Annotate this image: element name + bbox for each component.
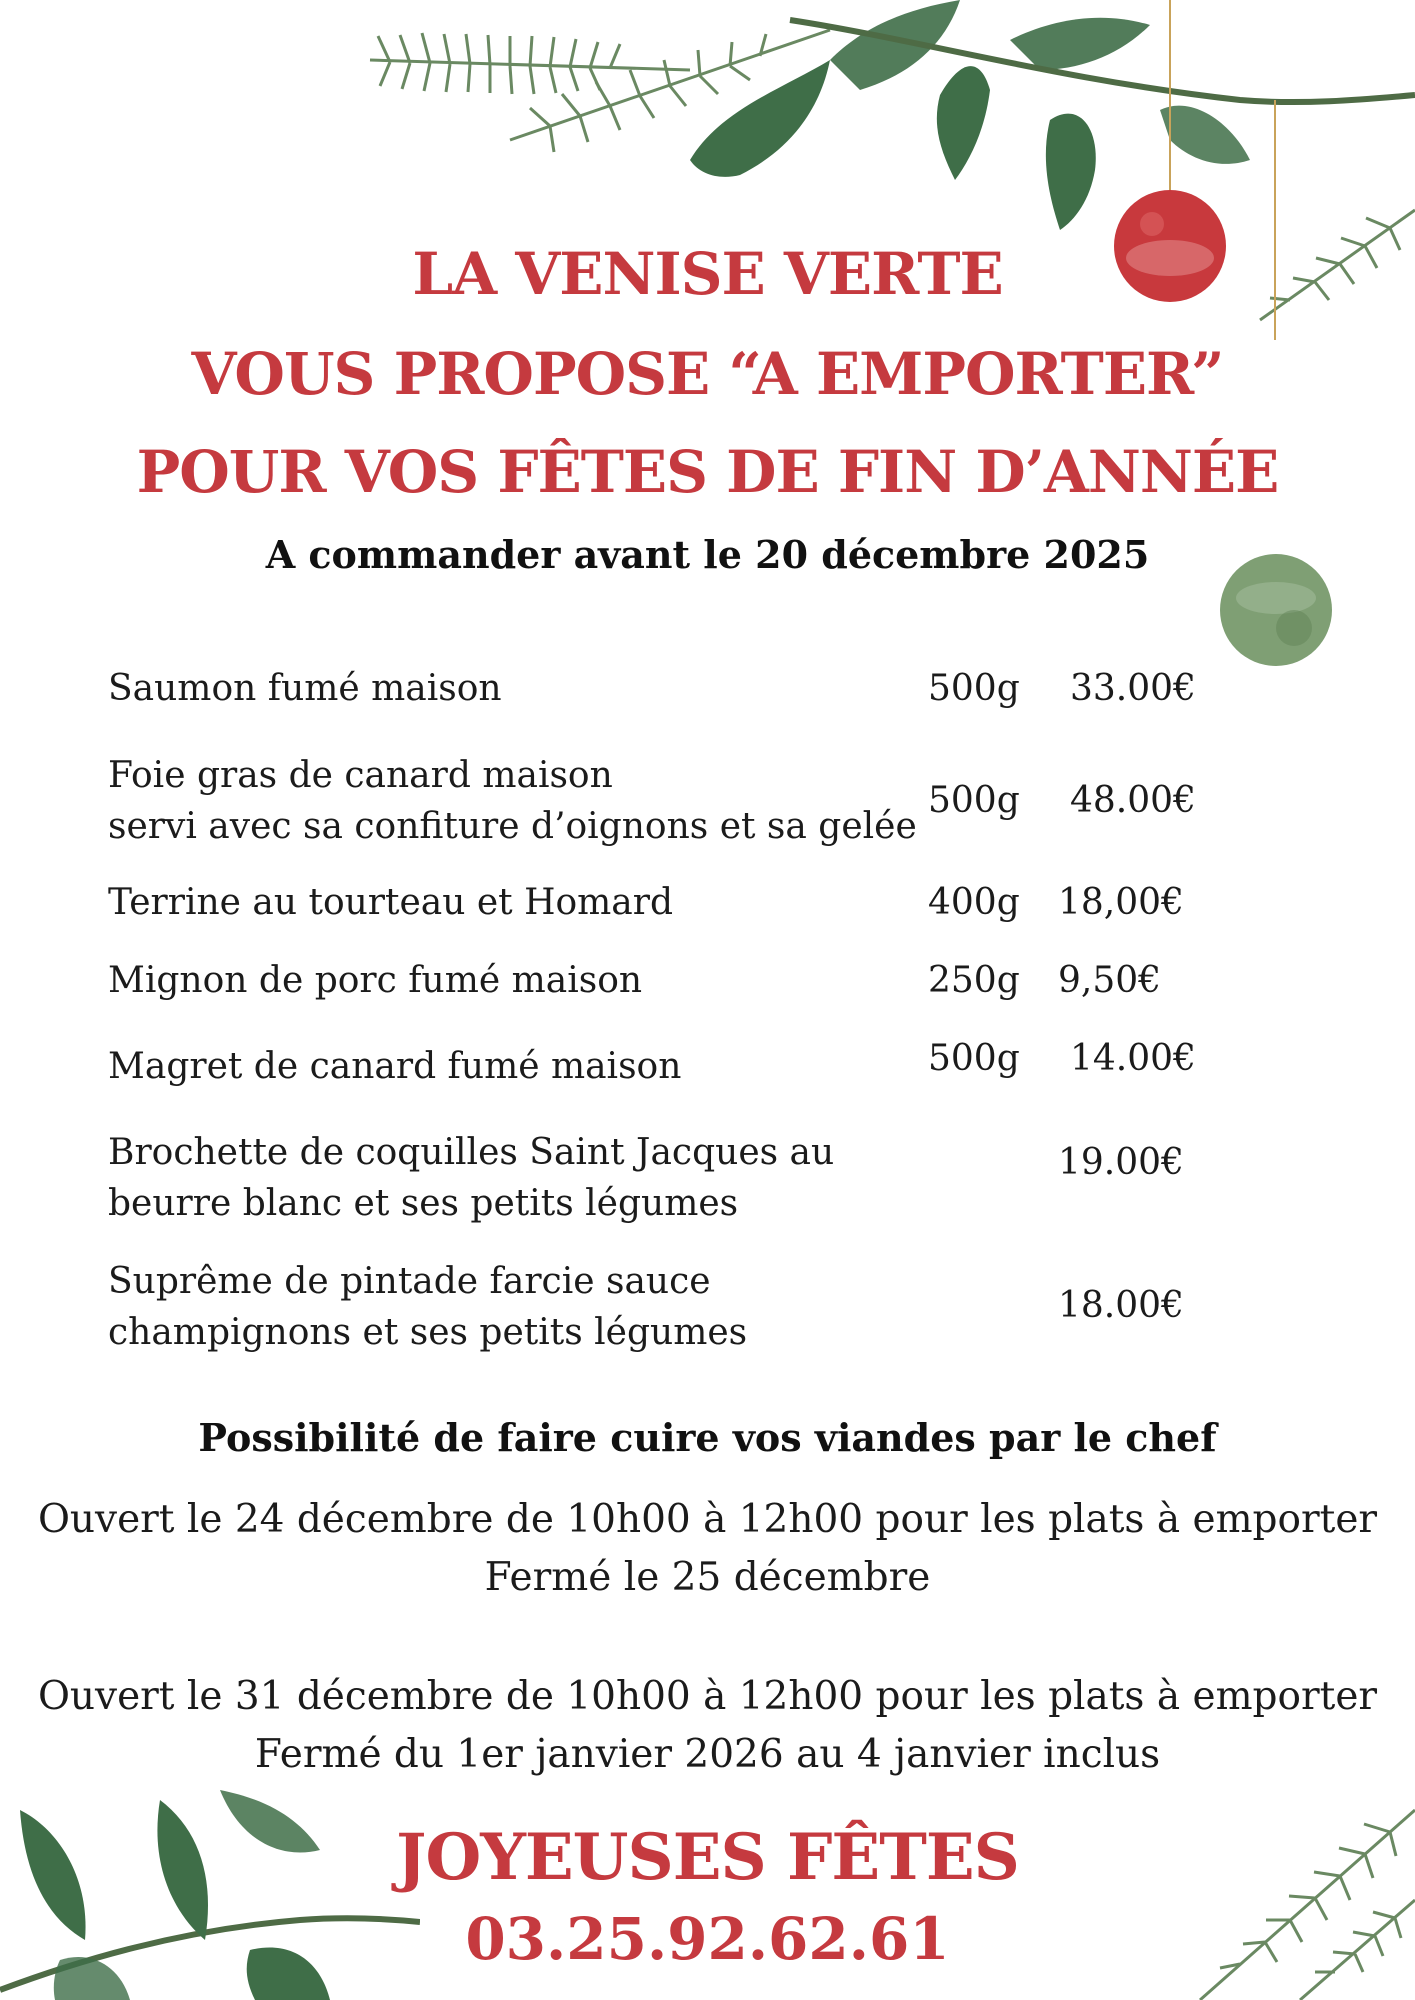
- item-name: Terrine au tourteau et Homard: [108, 882, 674, 923]
- item-weight: 250g: [928, 960, 1020, 1001]
- item-name-line: champignons et ses petits légumes: [108, 1312, 748, 1353]
- item-name: [108, 750, 928, 852]
- schedule-line-2: Fermé le 25 décembre: [484, 1555, 931, 1600]
- item-price: 19.00€: [1058, 1142, 1184, 1183]
- title-line-1: LA VENISE VERTE: [412, 240, 1003, 308]
- item-weight: 500g: [928, 1038, 1020, 1079]
- item-name-line: Saumon fumé maison: [108, 668, 502, 709]
- item-name-line: Suprême de pintade farcie sauce: [108, 1261, 711, 1302]
- item-weight: 500g: [928, 780, 1020, 821]
- item-name-line: Foie gras de canard maison: [108, 755, 613, 796]
- item-name: Mignon de porc fumé maison: [108, 960, 643, 1001]
- item-price: 14.00€: [1070, 1038, 1196, 1079]
- item-price: 48.00€: [1070, 780, 1196, 821]
- item-weight: 500g: [928, 668, 1020, 709]
- item-name-line: servi avec sa confiture d’oignons et sa gelée: [108, 806, 917, 847]
- item-name: Magret de canard fumé maison: [108, 1046, 682, 1087]
- title-line-2: VOUS PROPOSE “A EMPORTER”: [191, 340, 1224, 408]
- item-name-line: Brochette de coquilles Saint Jacques au: [108, 1132, 835, 1173]
- item-price: 33.00€: [1070, 668, 1196, 709]
- phone-number[interactable]: 03.25.92.62.61: [465, 1905, 950, 1973]
- chef-note: Possibilité de faire cuire vos viandes par le chef: [198, 1415, 1217, 1460]
- order-deadline: A commander avant le 20 décembre 2025: [265, 532, 1150, 577]
- holiday-greeting: JOYEUSES FÊTES: [396, 1820, 1019, 1895]
- item-weight: 400g: [928, 882, 1020, 923]
- item-name-line: beurre blanc et ses petits légumes: [108, 1183, 739, 1224]
- schedule-line-4: Fermé du 1er janvier 2026 au 4 janvier inclus: [254, 1732, 1161, 1777]
- schedule-line-3: Ouvert le 31 décembre de 10h00 à 12h00 pour les plats à emporter: [37, 1674, 1378, 1719]
- item-price: 18,00€: [1058, 882, 1184, 923]
- title-line-3: POUR VOS FÊTES DE FIN D’ANNÉE: [136, 438, 1279, 506]
- item-price: 9,50€: [1058, 960, 1162, 1001]
- item-name: [108, 1256, 928, 1358]
- schedule-line-1: Ouvert le 24 décembre de 10h00 à 12h00 pour les plats à emporter: [37, 1497, 1378, 1542]
- item-name: [108, 663, 928, 714]
- item-price: 18.00€: [1058, 1285, 1184, 1326]
- item-name: [108, 1127, 928, 1229]
